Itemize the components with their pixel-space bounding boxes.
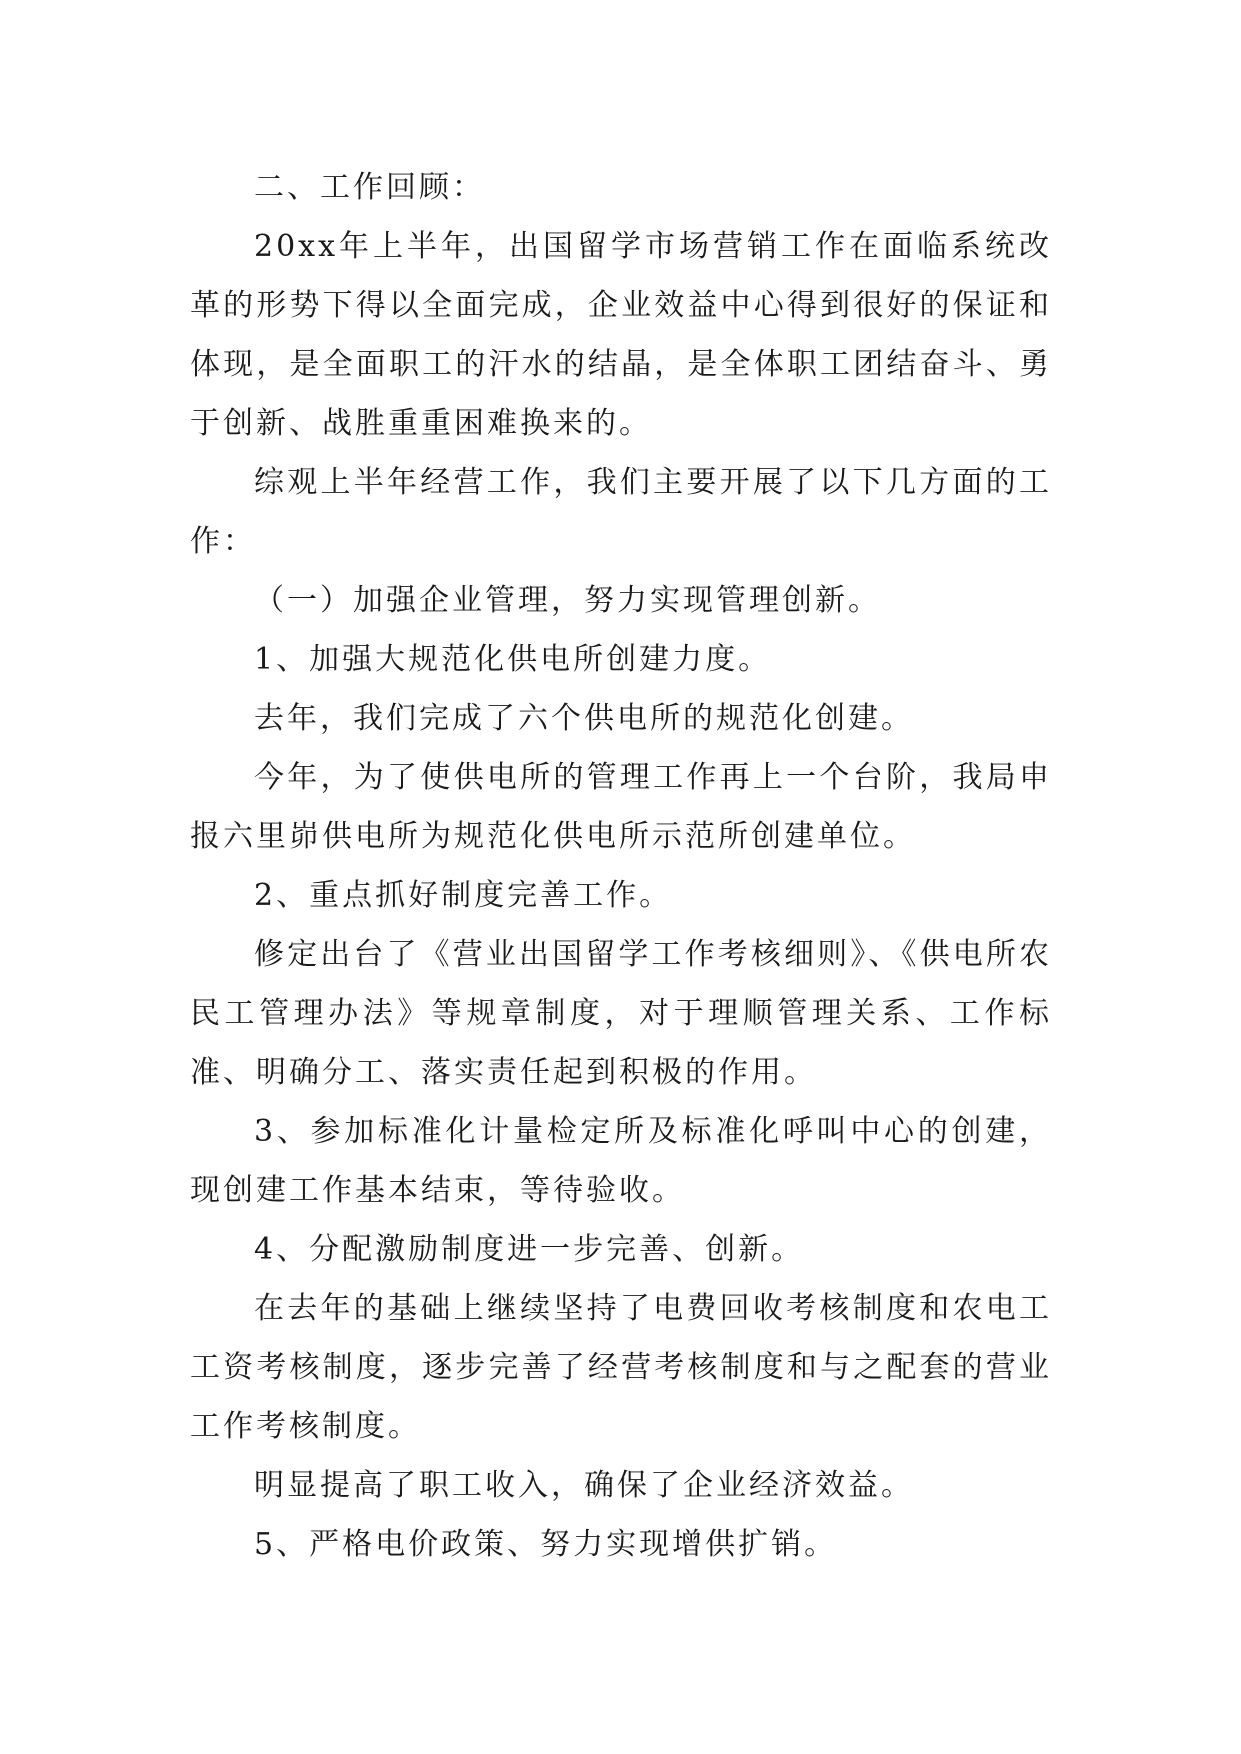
list-item: 3、参加标准化计量检定所及标准化呼叫中心的创建，现创建工作基本结束，等待验收。 [190,1114,1052,1208]
section-heading: 二、工作回顾： [254,170,485,205]
subsection-heading: （一）加强企业管理，努力实现管理创新。 [254,583,881,618]
paragraph: 综观上半年经营工作，我们主要开展了以下几方面的工作： [190,465,1052,559]
paragraph: 今年，为了使供电所的管理工作再上一个台阶，我局申报六里峁供电所为规范化供电所示范所创建单位。 [190,760,1052,854]
paragraph: 明显提高了职工收入，确保了企业经济效益。 [254,1468,914,1503]
paragraph: 修定出台了《营业出国留学工作考核细则》、《供电所农民工管理办法》等规章制度，对于理顺管理关系、工作标准、明确分工、落实责任起到积极的作用。 [190,937,1052,1090]
list-item: 1、加强大规范化供电所创建力度。 [254,642,772,677]
document-body [190,158,1052,1574]
list-item: 5、严格电价政策、努力实现增供扩销。 [254,1527,838,1562]
paragraph: 20xx年上半年，出国留学市场营销工作在面临系统改革的形势下得以全面完成，企业效益中心得到很好的保证和体现，是全面职工的汗水的结晶，是全体职工团结奋斗、勇于创新、战胜重重困难换来的。 [190,229,1052,441]
paragraph: 去年，我们完成了六个供电所的规范化创建。 [254,701,914,736]
list-item: 2、重点抓好制度完善工作。 [254,878,673,913]
paragraph: 在去年的基础上继续坚持了电费回收考核制度和农电工工资考核制度，逐步完善了经营考核制度和与之配套的营业工作考核制度。 [190,1291,1052,1444]
list-item: 4、分配激励制度进一步完善、创新。 [254,1232,805,1267]
